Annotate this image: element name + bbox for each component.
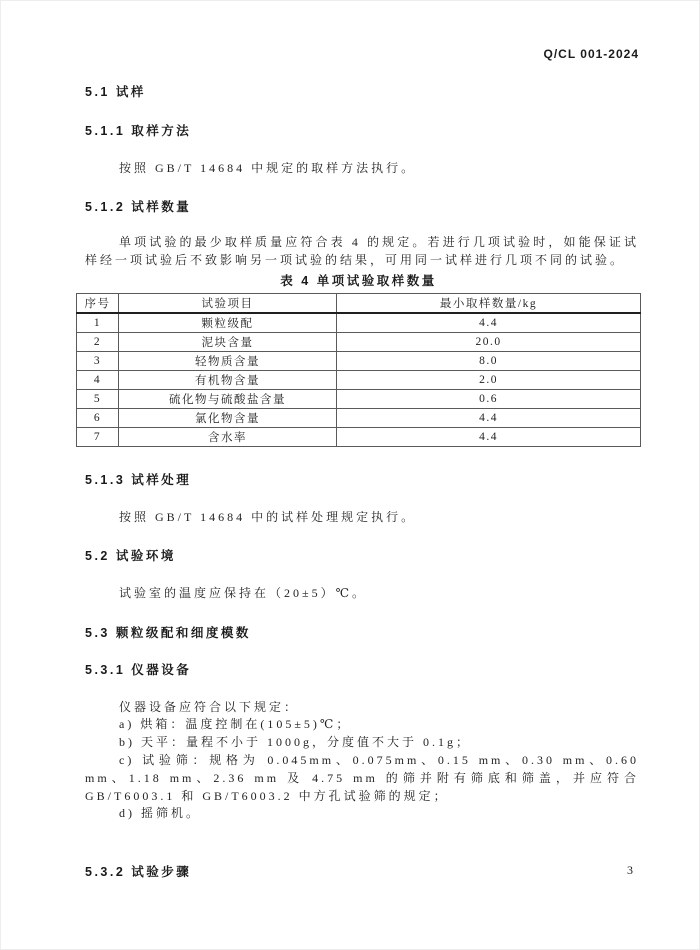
cell-no: 2: [77, 333, 119, 352]
cell-item: 泥块含量: [119, 333, 337, 352]
section-heading-5-1: 5.1 试样: [85, 85, 146, 99]
paragraph-equipment-intro: 仪器设备应符合以下规定：: [119, 700, 300, 714]
table-row: [77, 371, 641, 390]
cell-no: 1: [77, 313, 119, 333]
cell-item: 有机物含量: [119, 371, 337, 390]
section-heading-5-2: 5.2 试验环境: [85, 549, 176, 563]
paragraph-sample-quantity: 单项试验的最少取样质量应符合表 4 的规定。若进行几项试验时，如能保证试样经一项试验后不致影响另一项试验的结果，可用同一试样进行几项不同的试验。: [85, 235, 639, 267]
table-row: [77, 333, 641, 352]
table-block: [76, 274, 641, 447]
column-header-qty: 最小取样数量/kg: [337, 294, 641, 314]
section-heading-5-1-2: 5.1.2 试样数量: [85, 200, 192, 214]
cell-item: 含水率: [119, 428, 337, 447]
list-item-b: b) 天平：量程不小于 1000g，分度值不大于 0.1g；: [119, 734, 471, 749]
section-heading-5-1-3: 5.1.3 试样处理: [85, 473, 192, 487]
cell-no: 7: [77, 428, 119, 447]
equipment-list: [85, 716, 639, 823]
cell-qty: 8.0: [337, 352, 641, 371]
table-caption: 表 4 单项试验取样数量: [280, 274, 437, 288]
sampling-quantity-table: [76, 293, 641, 447]
cell-qty: 4.4: [337, 428, 641, 447]
table-row: [77, 428, 641, 447]
section-heading-5-3-2: 5.3.2 试验步骤: [85, 864, 192, 879]
cell-qty: 20.0: [337, 333, 641, 352]
paragraph-sampling-method: 按照 GB/T 14684 中规定的取样方法执行。: [119, 161, 417, 175]
column-header-no: 序号: [77, 294, 119, 314]
section-heading-5-1-1: 5.1.1 取样方法: [85, 124, 192, 138]
table-row: [77, 390, 641, 409]
list-item-a: a) 烘箱：温度控制在(105±5)℃；: [119, 717, 352, 731]
section-heading-5-3-1: 5.3.1 仪器设备: [85, 663, 192, 677]
cell-no: 6: [77, 409, 119, 428]
cell-no: 5: [77, 390, 119, 409]
table-row: [77, 313, 641, 333]
column-header-item: 试验项目: [119, 294, 337, 314]
cell-qty: 2.0: [337, 371, 641, 390]
cell-qty: 4.4: [337, 409, 641, 428]
paragraph-sample-handling: 按照 GB/T 14684 中的试样处理规定执行。: [119, 510, 417, 524]
cell-no: 4: [77, 371, 119, 390]
doc-number: Q/CL 001-2024: [543, 47, 639, 61]
cell-item: 氯化物含量: [119, 409, 337, 428]
cell-no: 3: [77, 352, 119, 371]
page-number: 3: [627, 863, 633, 877]
cell-qty: 4.4: [337, 313, 641, 333]
list-item-d: d) 摇筛机。: [119, 806, 201, 820]
list-item-c: c) 试验筛：规格为 0.045mm、0.075mm、0.15 mm、0.30 mm、0.60 mm、1.18 mm、2.36 mm 及 4.75 mm 的筛并附有筛底和筛盖，并应符合 GB/T6003.1 和 GB/T6003.2 中方孔试验筛的规定；: [85, 753, 639, 803]
cell-item: 硫化物与硫酸盐含量: [119, 390, 337, 409]
table-header-row: [77, 294, 641, 314]
table-row: [77, 409, 641, 428]
cell-item: 颗粒级配: [119, 313, 337, 333]
table-row: [77, 352, 641, 371]
section-heading-5-3: 5.3 颗粒级配和细度模数: [85, 626, 251, 640]
cell-item: 轻物质含量: [119, 352, 337, 371]
paragraph-test-environment: 试验室的温度应保持在（20±5）℃。: [119, 586, 368, 600]
cell-qty: 0.6: [337, 390, 641, 409]
